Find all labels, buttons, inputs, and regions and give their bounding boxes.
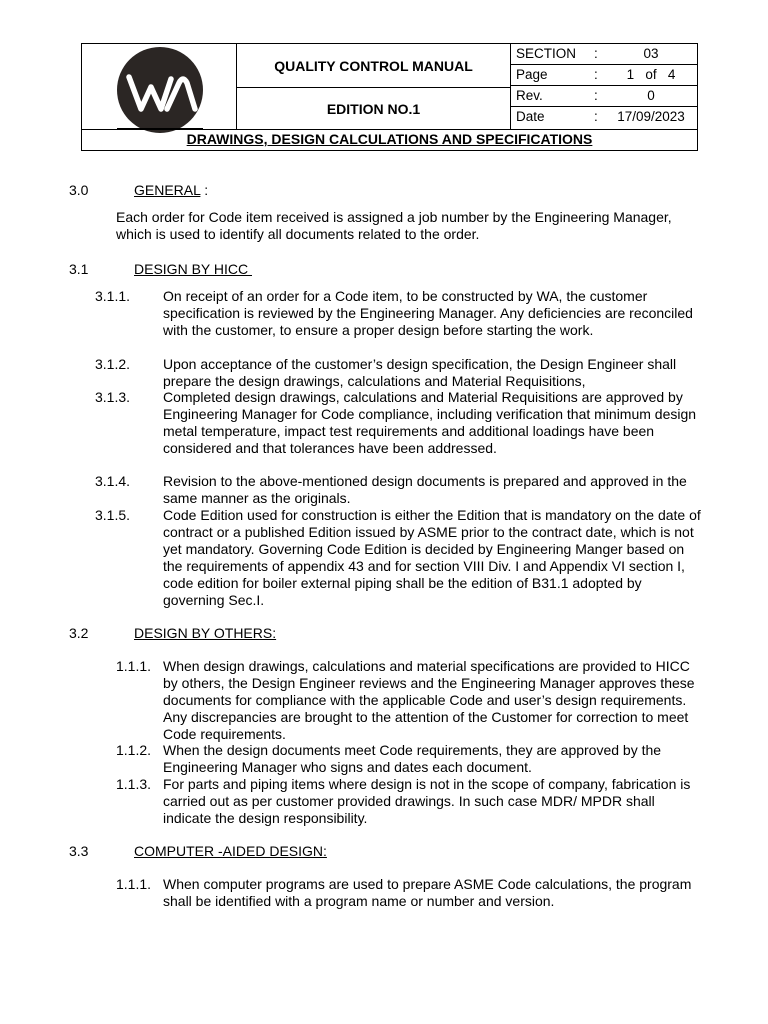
item-number: 3.1.3.: [95, 389, 131, 405]
section-title: DESIGN BY OTHERS:: [134, 625, 277, 641]
meta-colon: :: [594, 46, 598, 61]
wa-logo-icon: [117, 47, 203, 133]
section-heading-general: [134, 182, 208, 199]
item-number: 1.1.1.: [116, 658, 152, 674]
meta-cell: [511, 44, 697, 129]
item-number: 1.1.2.: [116, 742, 152, 758]
section-number: 3.1: [69, 261, 89, 277]
section-heading-design-by-hicc: [134, 261, 252, 278]
item-number: 3.1.4.: [95, 473, 131, 489]
section-heading-design-by-others: [134, 625, 276, 642]
meta-colon: :: [594, 109, 598, 124]
meta-colon: :: [594, 67, 598, 82]
meta-key: Rev.: [516, 88, 543, 103]
meta-value: 1 of 4: [626, 67, 676, 82]
item-number: 1.1.3.: [116, 776, 152, 792]
item-number: 1.1.1.: [116, 876, 152, 892]
meta-row-page: [511, 65, 697, 86]
item-text: When computer programs are used to prepare ASME Code calculations, the program shall be identified with a program name or number and version.: [163, 876, 692, 909]
item-number: 3.1.5.: [95, 507, 131, 523]
section-number: 3.0: [69, 182, 89, 198]
logo-cell: [82, 44, 237, 129]
section-title: GENERAL: [134, 182, 201, 198]
item-number: 3.1.1.: [95, 288, 131, 304]
item-text: Completed design drawings, calculations and Material Requisitions are approved by Engineering Manager for Code compliance, including verification that minimum design metal temperature, impact test requirements and additional loadings have been considered and that tolerances have been addressed.: [163, 389, 697, 456]
section-number: 3.3: [69, 843, 89, 859]
meta-row-section: [511, 44, 697, 65]
item-text: For parts and piping items where design is not in the scope of company, fabrication is carried out as per customer provided drawings. In such case MDR/ MPDR shall indicate the design responsibility.: [163, 776, 691, 826]
meta-row-date: [511, 107, 697, 129]
company-logo: [117, 47, 203, 133]
meta-value: 17/09/2023: [617, 109, 685, 124]
meta-key: Date: [516, 109, 545, 124]
title-cell: [237, 44, 511, 129]
item-text: When design drawings, calculations and material specifications are provided to HICC by others, the Design Engineer reviews and the Engineering Manager approves these documents for compliance with the applicable Code and user’s design requirements. Any discrepancies are brought to the attention of the Customer for correction to meet Code requirements.: [163, 658, 695, 742]
section-title: DESIGN BY HICC: [134, 261, 252, 277]
meta-key: SECTION: [516, 46, 577, 61]
item-text: Revision to the above-mentioned design documents is prepared and approved in the same manner as the originals.: [163, 473, 687, 506]
meta-colon: :: [594, 88, 598, 103]
section-title-suffix: :: [200, 182, 209, 198]
meta-value: 03: [643, 46, 659, 61]
document-subtitle: DRAWINGS, DESIGN CALCULATIONS AND SPECIFICATIONS: [82, 129, 697, 150]
item-text: When the design documents meet Code requirements, they are approved by the Engineering Manager who signs and dates each document.: [163, 742, 662, 775]
document-header: [81, 43, 698, 151]
item-text: Upon acceptance of the customer’s design specification, the Design Engineer shall prepare the design drawings, calculations and Material Requisitions,: [163, 356, 677, 389]
edition-label: EDITION NO.1: [326, 100, 421, 117]
manual-title: QUALITY CONTROL MANUAL: [237, 44, 510, 88]
section-number: 3.2: [69, 625, 89, 641]
meta-value: 0: [647, 88, 655, 103]
meta-key: Page: [516, 67, 548, 82]
section-heading-computer-aided-design: [134, 843, 327, 860]
section-title: COMPUTER -AIDED DESIGN:: [134, 843, 327, 859]
meta-row-rev: [511, 86, 697, 107]
item-text: Code Edition used for construction is either the Edition that is mandatory on the date of contract or a published Edition issued by ASME prior to the contract date, which is not yet mandatory. Governing Code Edition is decided by Engineering Manger based on the requirements of appendix 43 and for section VIII Div. I and Appendix VI section I, code edition for boiler external piping shall be the edition of B31.1 adopted by governing Sec.I.: [163, 507, 701, 608]
item-number: 3.1.2.: [95, 356, 131, 372]
item-text: On receipt of an order for a Code item, to be constructed by WA, the customer specification is reviewed by the Engineering Manager. Any deficiencies are reconciled with the customer, to ensure a proper design before starting the work.: [163, 288, 693, 338]
general-paragraph: Each order for Code item received is assigned a job number by the Engineering Manager, which is used to identify all documents related to the order.: [116, 209, 672, 242]
